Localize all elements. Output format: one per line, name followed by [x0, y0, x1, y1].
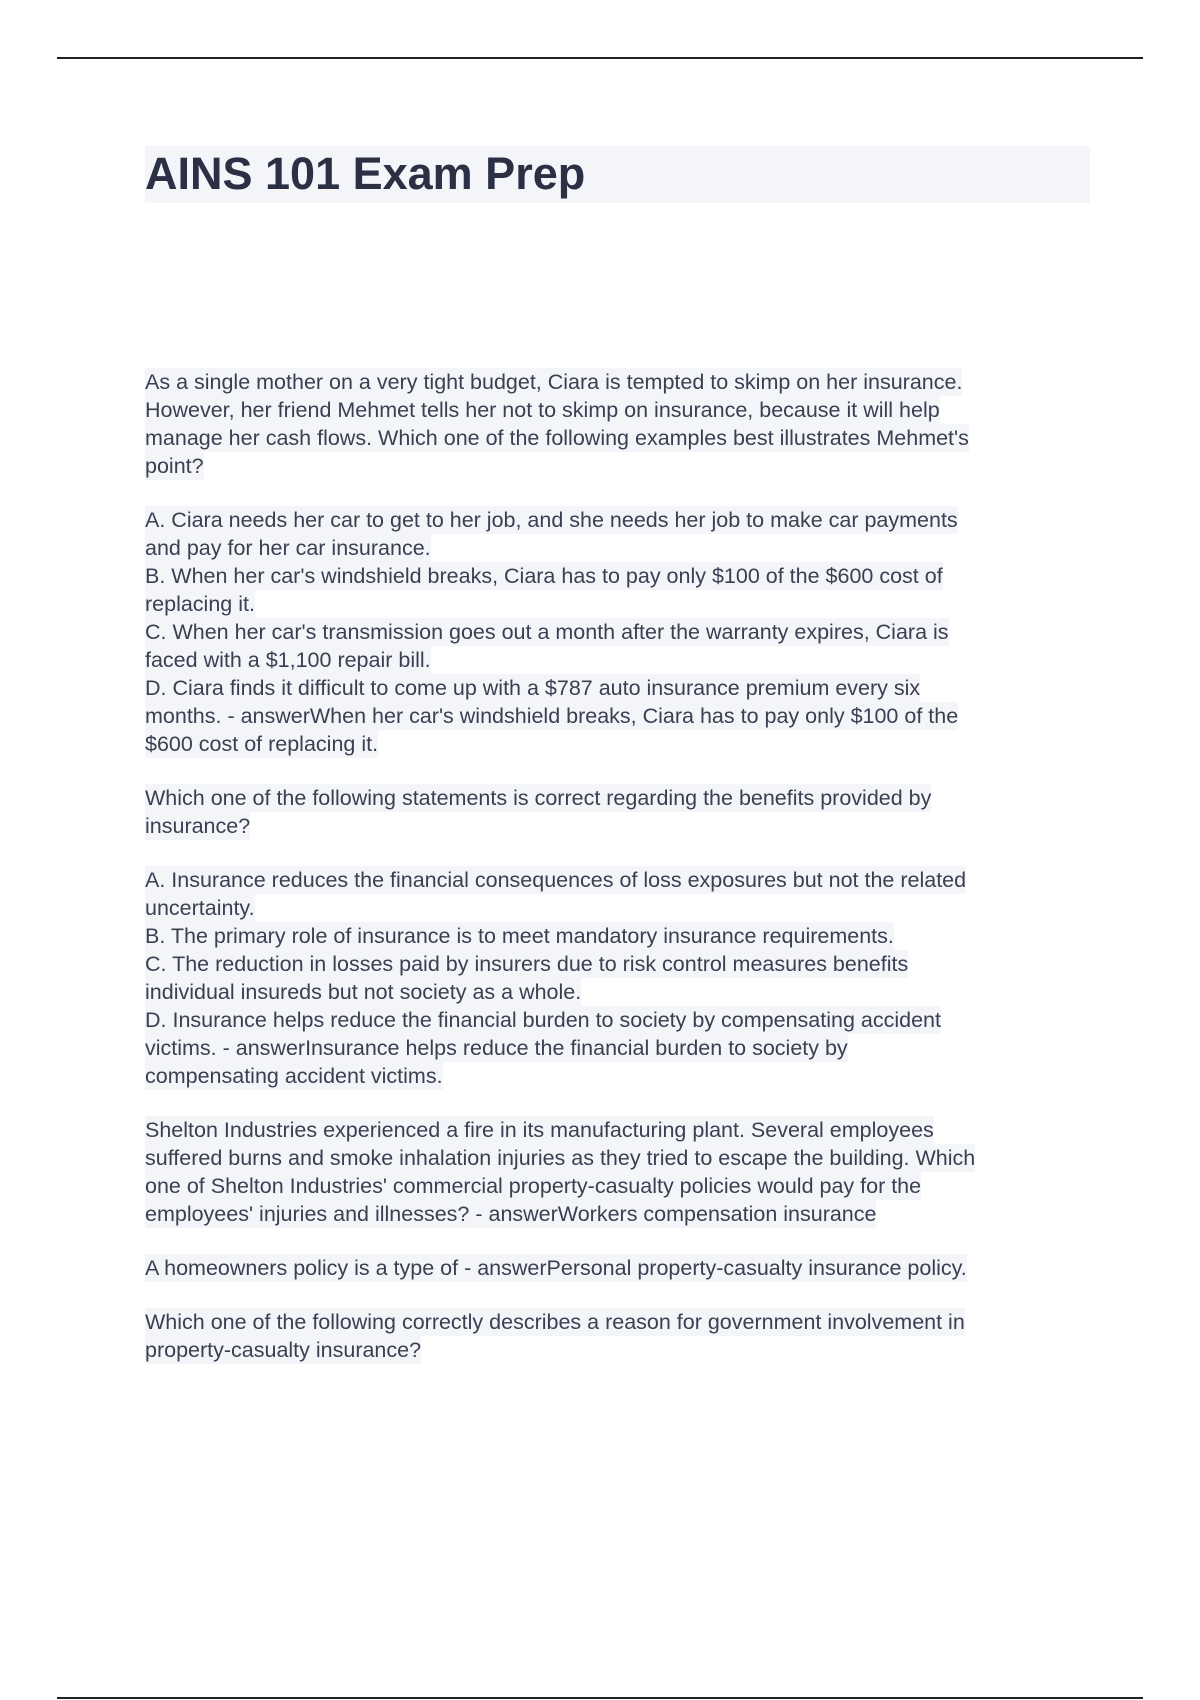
text-line: suffered burns and smoke inhalation injuries as they tried to escape the building. Which: [145, 1146, 976, 1170]
bottom-divider: [57, 1697, 1143, 1699]
text-line: D. Ciara finds it difficult to come up with a $787 auto insurance premium every six: [145, 676, 921, 700]
question-block: [145, 1308, 1090, 1364]
text-line: property-casualty insurance?: [145, 1338, 422, 1362]
text-line: insurance?: [145, 814, 251, 838]
text-line: victims. - answerInsurance helps reduce the financial burden to society by: [145, 1036, 848, 1060]
text-line: A. Ciara needs her car to get to her job, and she needs her job to make car payments: [145, 508, 958, 532]
text-line: C. The reduction in losses paid by insurers due to risk control measures benefits: [145, 952, 909, 976]
text-line: faced with a $1,100 repair bill.: [145, 648, 431, 672]
text-line: individual insureds but not society as a whole.: [145, 980, 582, 1004]
question-block: [145, 784, 1090, 840]
text-line: D. Insurance helps reduce the financial burden to society by compensating accident: [145, 1008, 941, 1032]
question-block: [145, 1116, 1090, 1228]
text-line: A homeowners policy is a type of - answerPersonal property-casualty insurance policy.: [145, 1256, 967, 1280]
text-line: B. The primary role of insurance is to meet mandatory insurance requirements.: [145, 924, 894, 948]
top-divider: [57, 57, 1143, 59]
text-line: months. - answerWhen her car's windshield breaks, Ciara has to pay only $100 of the: [145, 704, 959, 728]
text-line: As a single mother on a very tight budget, Ciara is tempted to skimp on her insurance.: [145, 370, 963, 394]
document-body: [145, 368, 1090, 1390]
text-line: manage her cash flows. Which one of the following examples best illustrates Mehmet's: [145, 426, 969, 450]
question-block: [145, 1254, 1090, 1282]
text-line: B. When her car's windshield breaks, Ciara has to pay only $100 of the $600 cost of: [145, 564, 943, 588]
page-title: AINS 101 Exam Prep: [145, 148, 586, 199]
text-line: Shelton Industries experienced a fire in its manufacturing plant. Several employees: [145, 1118, 934, 1142]
question-block: [145, 368, 1090, 480]
text-line: uncertainty.: [145, 896, 255, 920]
text-line: However, her friend Mehmet tells her not to skimp on insurance, because it will help: [145, 398, 940, 422]
answer-options-block: [145, 506, 1090, 758]
text-line: compensating accident victims.: [145, 1064, 443, 1088]
text-line: and pay for her car insurance.: [145, 536, 431, 560]
text-line: point?: [145, 454, 204, 478]
text-line: employees' injuries and illnesses? - answerWorkers compensation insurance: [145, 1202, 877, 1226]
text-line: $600 cost of replacing it.: [145, 732, 379, 756]
text-line: Which one of the following statements is correct regarding the benefits provided by: [145, 786, 932, 810]
text-line: one of Shelton Industries' commercial property-casualty policies would pay for the: [145, 1174, 922, 1198]
text-line: replacing it.: [145, 592, 255, 616]
answer-options-block: [145, 866, 1090, 1090]
text-line: Which one of the following correctly describes a reason for government involvement in: [145, 1310, 965, 1334]
text-line: A. Insurance reduces the financial consequences of loss exposures but not the related: [145, 868, 967, 892]
text-line: C. When her car's transmission goes out a month after the warranty expires, Ciara is: [145, 620, 949, 644]
